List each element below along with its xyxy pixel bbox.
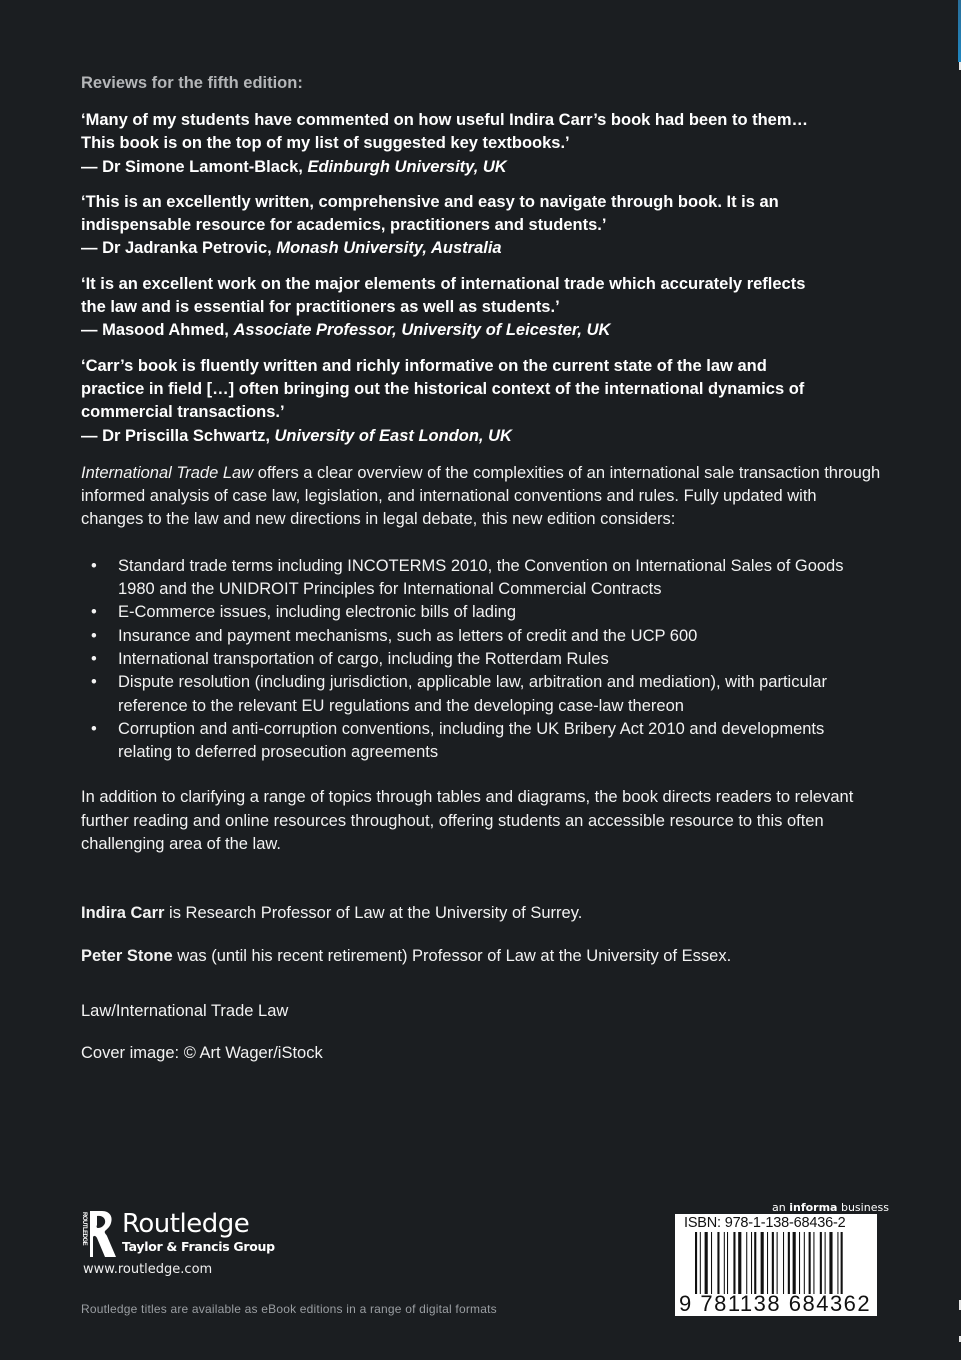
back-cover-text [81,72,881,1066]
review-attribution [81,319,881,342]
barcode-bar [793,1232,796,1294]
review-quote [81,273,881,343]
barcode-digits: 9 781138 684362 [679,1291,872,1316]
review-attribution [81,156,881,179]
barcode-bar [841,1232,843,1294]
barcode-bar [767,1232,768,1294]
barcode-bar [809,1232,811,1294]
topic-item [81,555,881,602]
reviewer-name: — Dr Simone Lamont-Black, [81,157,303,176]
topic-item [81,718,881,765]
review-quote-line: ‘It is an excellent work on the major elements of international trade which accurately reflects [81,274,806,293]
topic-text: E-Commerce issues, including electronic bills of lading [118,603,517,622]
barcode-bar [799,1232,800,1294]
topic-item [81,625,881,648]
reviewer-name: — Dr Priscilla Schwartz, [81,426,270,445]
barcode-bar [772,1232,774,1294]
topic-text: Standard trade terms including INCOTERMS 2010, the Convention on International Sales of Goods 1980 and the UNIDROIT Principles for International Commercial Contracts [118,556,844,599]
bullet-icon: • [91,673,97,692]
review-quote [81,355,881,448]
logo-vertical-text: ROUTLEDGE [81,1212,87,1246]
review-quote-line: ‘Many of my students have commented on how useful Indira Carr’s book had been to them… [81,111,809,129]
barcode-bar [761,1232,764,1294]
publisher-name: Routledge [122,1209,250,1239]
barcode-bar [820,1232,822,1294]
topic-item [81,671,881,718]
barcode-bar [711,1232,712,1294]
closing-paragraph: In addition to clarifying a range of topics through tables and diagrams, the book directs readers to relevant further reading and online resources throughout, offering students an accessible resource to this often challenging area of the law. [81,788,854,854]
topics-list [81,555,881,765]
barcode-bar [717,1232,719,1294]
reviews-list [81,109,881,448]
review-quote-line: practice in field […] often bringing out the historical context of the international dynamics of [81,379,805,398]
reviewer-affiliation: Edinburgh University, UK [307,157,507,176]
author-name: Indira Carr [81,904,165,923]
barcode-bar [746,1232,747,1294]
review-quote-line: the law and is essential for practitioners as well as students.’ [81,298,560,317]
description-text: offers a clear overview of the complexities of an international sale transaction through informed analysis of case law, legislation, and international conventions and rules. Fully updated with changes to the law and new directions in legal debate, this new edition considers: [81,463,881,529]
publisher-block [80,1210,275,1277]
review-quote-line: indispensable resource for academics, practitioners and students.’ [81,216,607,235]
book-title-italic: International Trade Law [81,463,254,482]
reviewer-affiliation: Associate Professor, University of Leicester, UK [233,321,611,340]
review-quote-line: ‘Carr’s book is fluently written and richly informative on the current state of the law and [81,356,767,375]
topic-text: Dispute resolution (including jurisdiction, applicable law, arbitration and mediation), with particular reference to the relevant EU regulations and the developing case-law thereon [118,673,827,715]
reviewer-name: — Dr Jadranka Petrovic, [81,239,272,258]
informa-prefix: an [772,1201,790,1214]
barcode-bar [777,1232,778,1294]
barcode-bar [751,1232,752,1294]
bullet-icon: • [91,626,97,645]
barcode-bars [695,1232,873,1294]
review-quote-line: ‘This is an excellently written, comprehensive and easy to navigate through book. It is an [81,192,779,211]
informa-brand: informa [789,1201,838,1214]
barcode-bar [738,1232,741,1294]
bullet-icon: • [91,719,97,738]
bullet-icon: • [91,603,97,622]
publisher-url[interactable]: www.routledge.com [83,1262,213,1277]
author-bio [81,945,881,968]
review-quote [81,109,881,179]
author-bio-text: is Research Professor of Law at the University of Surrey. [164,904,583,923]
barcode-bar [705,1232,708,1294]
bullet-icon: • [91,649,97,668]
review-quote [81,191,881,261]
author-bios [81,902,881,968]
author-bio [81,902,881,925]
review-quote-line: commercial transactions.’ [81,403,285,422]
publisher-group: Taylor & Francis Group [122,1239,275,1254]
barcode-bar [804,1232,805,1294]
barcode-bar [837,1232,838,1294]
author-name: Peter Stone [81,946,173,965]
reviewer-affiliation: Monash University, Australia [276,239,502,258]
isbn-barcode [675,1214,877,1316]
barcode-bar [825,1232,826,1294]
topic-item [81,648,881,671]
reviewer-name: — Masood Ahmed, [81,321,229,340]
barcode-bar [700,1232,701,1294]
informa-suffix: business [837,1201,889,1214]
barcode-bar [733,1232,735,1294]
barcode-bar [727,1232,728,1294]
routledge-logo-icon [80,1210,116,1258]
barcode-bar [695,1232,697,1294]
review-quote-line: This book is on the top of my list of suggested key textbooks.’ [81,134,570,153]
reviews-heading: Reviews for the fifth edition: [81,74,303,92]
topic-item [81,601,881,624]
ebook-note: Routledge titles are available as eBook editions in a range of digital formats [81,1302,497,1316]
barcode-bar [783,1232,784,1294]
topic-text: Corruption and anti-corruption conventions, including the UK Bribery Act 2010 and developments relating to deferred prosecution agreements [118,719,825,762]
review-attribution [81,425,881,448]
topic-text: Insurance and payment mechanisms, such as letters of credit and the UCP 600 [118,626,698,645]
reviewer-affiliation: University of East London, UK [274,426,512,445]
barcode-bar [788,1232,790,1294]
review-attribution [81,237,881,260]
author-bio-text: was (until his recent retirement) Professor of Law at the University of Essex. [172,946,732,965]
subject-category: Law/International Trade Law [81,1001,289,1020]
bullet-icon: • [91,556,97,575]
barcode-bar [829,1232,832,1294]
barcode-bar [813,1232,814,1294]
cover-image-credit: Cover image: © Art Wager/iStock [81,1044,323,1063]
informa-tagline [772,1201,889,1214]
topic-text: International transportation of cargo, including the Rotterdam Rules [118,649,609,668]
isbn-label: ISBN: 978-1-138-68436-2 [684,1215,846,1231]
book-description [81,462,881,532]
barcode-bar [754,1232,756,1294]
barcode-bar [724,1232,725,1294]
